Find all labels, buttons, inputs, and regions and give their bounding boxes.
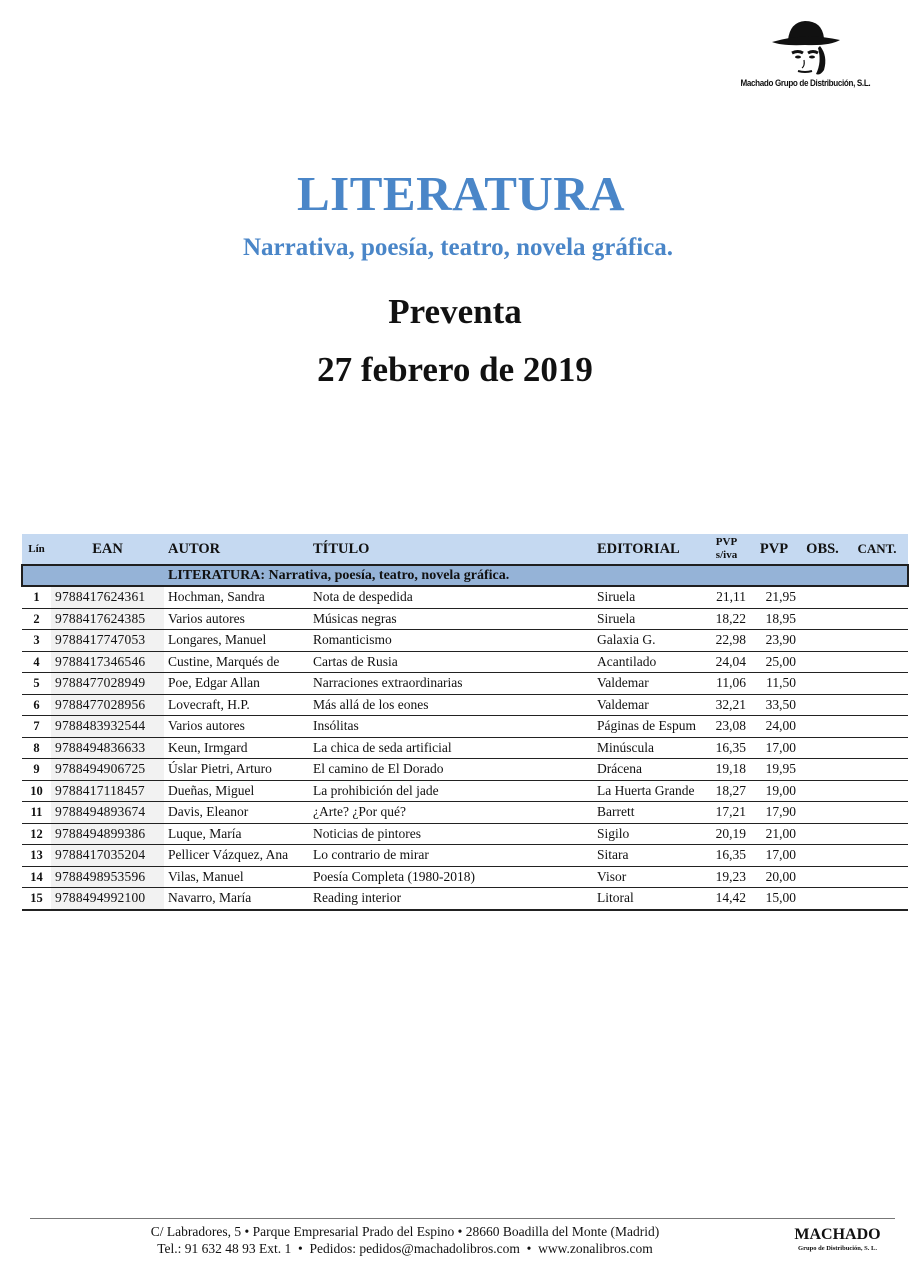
cell-pvp: 24,00 [749, 716, 799, 738]
cell-ean: 9788477028956 [51, 694, 164, 716]
cell-editorial: Siruela [593, 608, 704, 630]
column-header-ean: EAN [51, 534, 164, 565]
cell-obs[interactable] [799, 673, 846, 695]
cell-obs[interactable] [799, 716, 846, 738]
cell-cant[interactable] [846, 780, 908, 802]
cell-lin: 5 [22, 673, 51, 695]
cell-pvp-siva: 19,18 [704, 759, 749, 781]
cell-lin: 12 [22, 823, 51, 845]
cell-titulo: La chica de seda artificial [309, 737, 593, 759]
cell-editorial: Acantilado [593, 651, 704, 673]
column-header-editorial: EDITORIAL [593, 534, 704, 565]
cell-editorial: Minúscula [593, 737, 704, 759]
cell-autor: Hochman, Sandra [164, 586, 309, 608]
cell-titulo: El camino de El Dorado [309, 759, 593, 781]
cell-pvp: 15,00 [749, 888, 799, 910]
cell-autor: Lovecraft, H.P. [164, 694, 309, 716]
cell-cant[interactable] [846, 586, 908, 608]
page-title: LITERATURA [296, 166, 626, 221]
cell-pvp-siva: 17,21 [704, 802, 749, 824]
cell-lin: 7 [22, 716, 51, 738]
cell-pvp-siva: 20,19 [704, 823, 749, 845]
cell-pvp: 21,95 [749, 586, 799, 608]
cell-titulo: La prohibición del jade [309, 780, 593, 802]
cell-lin: 9 [22, 759, 51, 781]
column-header-cant: CANT. [846, 534, 908, 565]
table-row [22, 866, 908, 888]
cell-autor: Longares, Manuel [164, 630, 309, 652]
books-table [21, 534, 909, 911]
cell-cant[interactable] [846, 845, 908, 867]
footer-address-line2: Tel.: 91 632 48 93 Ext. 1 • Pedidos: pedidos@machadolibros.com • www.zonalibros.com [157, 1241, 653, 1256]
cell-autor: Úslar Pietri, Arturo [164, 759, 309, 781]
pvp-siva-line2: s/iva [715, 549, 738, 561]
cell-editorial: Valdemar [593, 673, 704, 695]
cell-lin: 4 [22, 651, 51, 673]
cell-titulo: Romanticismo [309, 630, 593, 652]
cell-titulo: Narraciones extraordinarias [309, 673, 593, 695]
cell-pvp-siva: 24,04 [704, 651, 749, 673]
section-label: LITERATURA: Narrativa, poesía, teatro, novela gráfica. [164, 565, 908, 586]
presale-heading: Preventa [388, 292, 522, 331]
cell-ean: 9788417624385 [51, 608, 164, 630]
cell-titulo: ¿Arte? ¿Por qué? [309, 802, 593, 824]
cell-autor: Poe, Edgar Allan [164, 673, 309, 695]
cell-pvp-siva: 32,21 [704, 694, 749, 716]
table-header-row [22, 534, 908, 565]
presale-date: 27 febrero de 2019 [317, 350, 593, 389]
cell-lin: 10 [22, 780, 51, 802]
cell-pvp: 17,00 [749, 737, 799, 759]
cell-pvp-siva: 21,11 [704, 586, 749, 608]
cell-pvp-siva: 14,42 [704, 888, 749, 910]
cell-ean: 9788417624361 [51, 586, 164, 608]
cell-ean: 9788494992100 [51, 888, 164, 910]
cell-ean: 9788417118457 [51, 780, 164, 802]
footer-brand-subtitle: Grupo de Distribución, S. L. [798, 1245, 877, 1252]
cell-editorial: Sitara [593, 845, 704, 867]
cell-ean: 9788417346546 [51, 651, 164, 673]
cell-obs[interactable] [799, 888, 846, 910]
cell-autor: Luque, María [164, 823, 309, 845]
cell-lin: 13 [22, 845, 51, 867]
cell-pvp-siva: 22,98 [704, 630, 749, 652]
table-row [22, 608, 908, 630]
column-header-lin: Lín [22, 534, 51, 565]
cell-titulo: Nota de despedida [309, 586, 593, 608]
cell-editorial: Drácena [593, 759, 704, 781]
cell-editorial: Valdemar [593, 694, 704, 716]
cell-autor: Varios autores [164, 716, 309, 738]
cell-titulo: Insólitas [309, 716, 593, 738]
table-row [22, 888, 908, 910]
table-row [22, 694, 908, 716]
cell-obs[interactable] [799, 737, 846, 759]
cell-lin: 11 [22, 802, 51, 824]
cell-pvp: 25,00 [749, 651, 799, 673]
cell-titulo: Poesía Completa (1980-2018) [309, 866, 593, 888]
cell-ean: 9788417035204 [51, 845, 164, 867]
cell-lin: 1 [22, 586, 51, 608]
cell-lin: 6 [22, 694, 51, 716]
table-row [22, 845, 908, 867]
cell-editorial: Siruela [593, 586, 704, 608]
cell-pvp-siva: 11,06 [704, 673, 749, 695]
footer-brand [775, 1226, 900, 1252]
column-header-titulo: TÍTULO [309, 534, 593, 565]
cell-titulo: Lo contrario de mirar [309, 845, 593, 867]
cell-pvp-siva: 19,23 [704, 866, 749, 888]
cell-autor: Varios autores [164, 608, 309, 630]
cell-pvp: 21,00 [749, 823, 799, 845]
cell-cant[interactable] [846, 866, 908, 888]
cell-titulo: Músicas negras [309, 608, 593, 630]
cell-obs[interactable] [799, 651, 846, 673]
cell-lin: 15 [22, 888, 51, 910]
column-header-pvp-siva [704, 534, 749, 565]
company-logo [730, 16, 880, 98]
cell-cant[interactable] [846, 694, 908, 716]
cell-obs[interactable] [799, 823, 846, 845]
table-row [22, 586, 908, 608]
cell-ean: 9788483932544 [51, 716, 164, 738]
cell-autor: Davis, Eleanor [164, 802, 309, 824]
cell-ean: 9788494906725 [51, 759, 164, 781]
cell-ean: 9788417747053 [51, 630, 164, 652]
cell-cant[interactable] [846, 759, 908, 781]
cell-pvp-siva: 18,22 [704, 608, 749, 630]
table-row [22, 759, 908, 781]
page-subtitle: Narrativa, poesía, teatro, novela gráfica. [243, 234, 673, 261]
cell-pvp: 33,50 [749, 694, 799, 716]
cell-editorial: Páginas de Espum [593, 716, 704, 738]
cell-titulo: Noticias de pintores [309, 823, 593, 845]
cell-autor: Dueñas, Miguel [164, 780, 309, 802]
column-header-autor: AUTOR [164, 534, 309, 565]
section-row [22, 565, 908, 586]
cell-ean: 9788477028949 [51, 673, 164, 695]
cell-ean: 9788494899386 [51, 823, 164, 845]
cell-cant[interactable] [846, 716, 908, 738]
cell-ean: 9788498953596 [51, 866, 164, 888]
cell-titulo: Reading interior [309, 888, 593, 910]
cell-autor: Custine, Marqués de [164, 651, 309, 673]
cell-pvp: 19,95 [749, 759, 799, 781]
cell-editorial: Visor [593, 866, 704, 888]
cell-pvp: 11,50 [749, 673, 799, 695]
pvp-siva-line1: PVP [715, 536, 738, 548]
cell-obs[interactable] [799, 802, 846, 824]
table-row [22, 737, 908, 759]
table-row [22, 802, 908, 824]
table-row [22, 823, 908, 845]
cell-editorial: Litoral [593, 888, 704, 910]
table-row [22, 716, 908, 738]
cell-cant[interactable] [846, 823, 908, 845]
footer-address [100, 1223, 710, 1257]
cell-pvp-siva: 23,08 [704, 716, 749, 738]
cell-editorial: La Huerta Grande [593, 780, 704, 802]
cell-pvp: 17,90 [749, 802, 799, 824]
cell-autor: Keun, Irmgard [164, 737, 309, 759]
cell-cant[interactable] [846, 608, 908, 630]
man-with-hat-logo-icon [760, 16, 850, 78]
cell-editorial: Barrett [593, 802, 704, 824]
column-header-pvp: PVP [749, 534, 799, 565]
cell-autor: Navarro, María [164, 888, 309, 910]
table-row [22, 673, 908, 695]
cell-titulo: Cartas de Rusia [309, 651, 593, 673]
cell-ean: 9788494893674 [51, 802, 164, 824]
cell-editorial: Sigilo [593, 823, 704, 845]
cell-pvp: 23,90 [749, 630, 799, 652]
cell-obs[interactable] [799, 630, 846, 652]
cell-lin: 2 [22, 608, 51, 630]
cell-pvp: 17,00 [749, 845, 799, 867]
footer-address-line1: C/ Labradores, 5 • Parque Empresarial Prado del Espino • 28660 Boadilla del Monte (Madrid) [150, 1224, 660, 1239]
cell-obs[interactable] [799, 780, 846, 802]
cell-autor: Pellicer Vázquez, Ana [164, 845, 309, 867]
table-row [22, 630, 908, 652]
cell-ean: 9788494836633 [51, 737, 164, 759]
cell-pvp-siva: 18,27 [704, 780, 749, 802]
cell-pvp-siva: 16,35 [704, 737, 749, 759]
cell-cant[interactable] [846, 630, 908, 652]
table-row [22, 780, 908, 802]
cell-cant[interactable] [846, 802, 908, 824]
logo-caption: Machado Grupo de Distribución, S.L. [740, 78, 870, 89]
cell-cant[interactable] [846, 737, 908, 759]
footer-divider [30, 1218, 895, 1219]
cell-pvp: 20,00 [749, 866, 799, 888]
cell-lin: 14 [22, 866, 51, 888]
cell-lin: 3 [22, 630, 51, 652]
cell-editorial: Galaxia G. [593, 630, 704, 652]
cell-autor: Vilas, Manuel [164, 866, 309, 888]
cell-obs[interactable] [799, 866, 846, 888]
cell-obs[interactable] [799, 608, 846, 630]
cell-pvp-siva: 16,35 [704, 845, 749, 867]
cell-cant[interactable] [846, 651, 908, 673]
footer-brand-name: MACHADO [794, 1226, 881, 1243]
cell-pvp: 18,95 [749, 608, 799, 630]
cell-obs[interactable] [799, 845, 846, 867]
cell-obs[interactable] [799, 759, 846, 781]
cell-titulo: Más allá de los eones [309, 694, 593, 716]
column-header-obs: OBS. [799, 534, 846, 565]
cell-obs[interactable] [799, 586, 846, 608]
cell-pvp: 19,00 [749, 780, 799, 802]
cell-lin: 8 [22, 737, 51, 759]
table-row [22, 651, 908, 673]
cell-obs[interactable] [799, 694, 846, 716]
cell-cant[interactable] [846, 888, 908, 910]
cell-cant[interactable] [846, 673, 908, 695]
